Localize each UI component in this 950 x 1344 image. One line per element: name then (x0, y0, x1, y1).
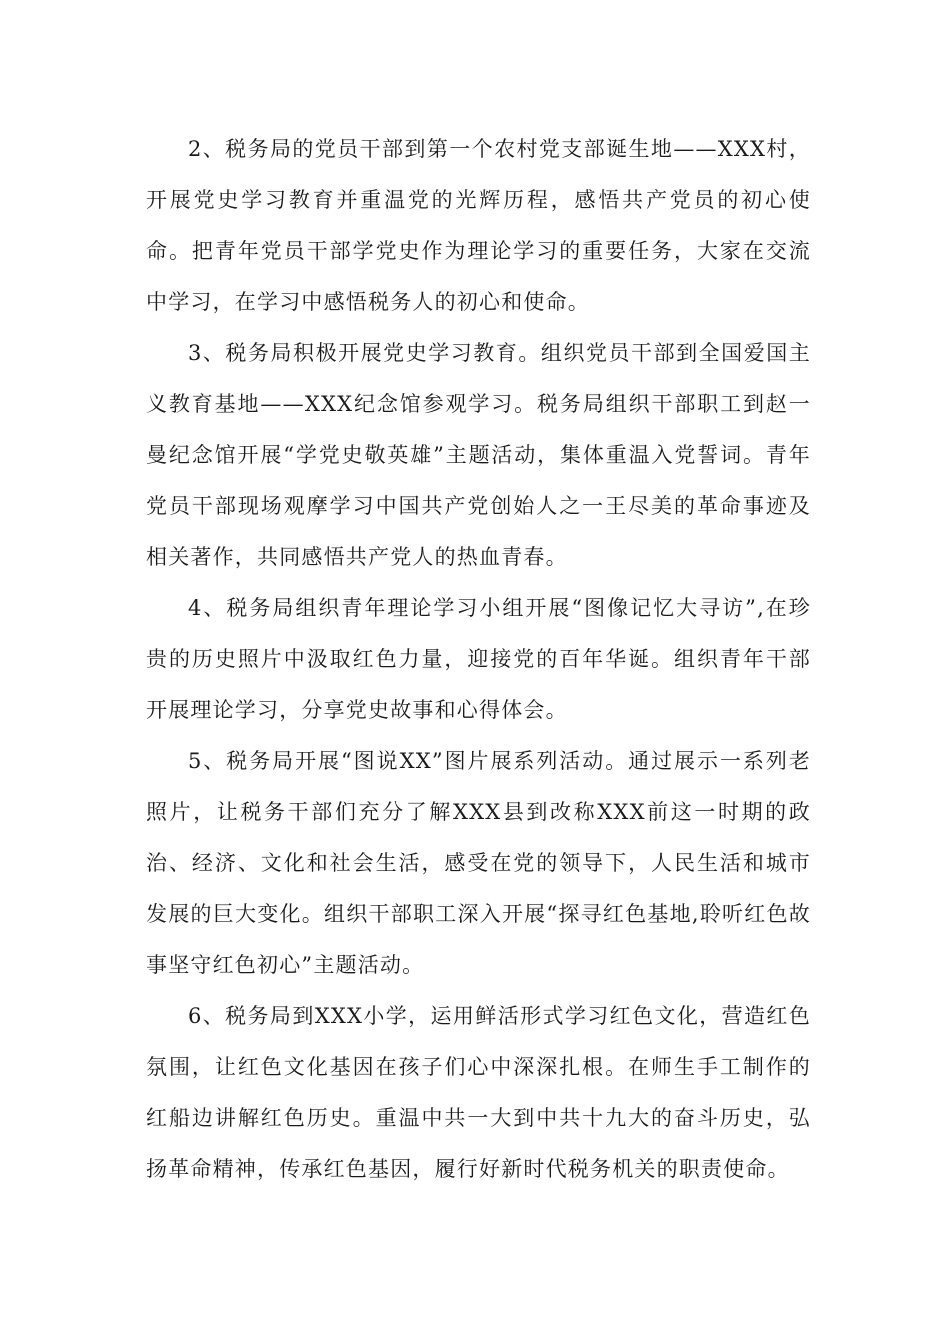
paragraph-item-4: 4、税务局组织青年理论学习小组开展“图像记忆大寻访”,在珍贵的历史照片中汲取红色力量，迎接党的百年华诞。组织青年干部开展理论学习，分享党史故事和心得体会。 (146, 596, 811, 722)
paragraph-item-3: 3、税务局积极开展党史学习教育。组织党员干部到全国爱国主义教育基地——XXX纪念馆参观学习。税务局组织干部职工到赵一曼纪念馆开展“学党史敬英雄”主题活动，集体重温入党誓词。青年党员干部现场观摩学习中国共产党创始人之一王尽美的革命事迹及相关著作，共同感悟共产党人的热血青春。 (146, 341, 811, 569)
document-body (146, 124, 811, 1195)
paragraph-item-6: 6、税务局到XXX小学，运用鲜活形式学习红色文化，营造红色氛围，让红色文化基因在孩子们心中深深扎根。在师生手工制作的红船边讲解红色历史。重温中共一大到中共十九大的奋斗历史，弘扬革命精神，传承红色基因，履行好新时代税务机关的职责使命。 (146, 1004, 811, 1181)
paragraph-item-5: 5、税务局开展“图说XX”图片展系列活动。通过展示一系列老照片，让税务干部们充分了解XXX县到改称XXX前这一时期的政治、经济、文化和社会生活，感受在党的领导下，人民生活和城市发展的巨大变化。组织干部职工深入开展“探寻红色基地,聆听红色故事坚守红色初心”主题活动。 (146, 749, 811, 977)
paragraph-item-2: 2、税务局的党员干部到第一个农村党支部诞生地——XXX村，开展党史学习教育并重温党的光辉历程，感悟共产党员的初心使命。把青年党员干部学党史作为理论学习的重要任务，大家在交流中学习，在学习中感悟税务人的初心和使命。 (146, 137, 811, 314)
